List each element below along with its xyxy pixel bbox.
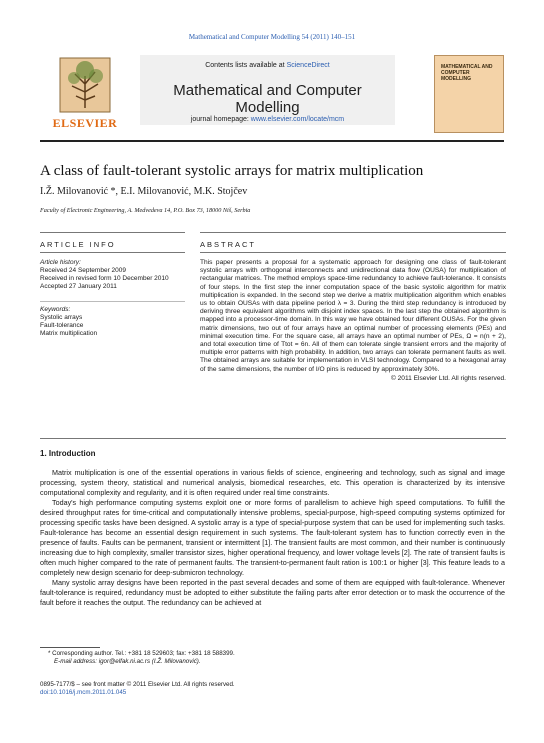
intro-paragraph: Many systolic array designs have been reported in the past several decades and some of them are equipped with fault-tolerance. Whenever fault-tolerance is required, redundancy must be adopted to either substitute the failing parts after error detection or to mask the occurrence of the fault before it reaches the output. The redundancy can be achieved at	[40, 578, 505, 607]
accepted-date: Accepted 27 January 2011	[40, 283, 117, 290]
article-authors: I.Ž. Milovanović *, E.I. Milovanović, M.K. Stojčev	[40, 186, 248, 197]
abstract-text: This paper presents a proposal for a systematic approach for designing one class of fault-tolerant systolic arrays with orthogonal interconnects and unidirectional data flow (OUSA) for multiplication of rectangular matrices. The method employs space-time redundancy to achieve fault-tolerance. It consists of four steps. In the first step the inner computation space of the basic systolic algorithm for matrix multiplication is expanded. In the second step we derive a matrix multiplication algorithm which enables us to obtain OUSAs with data pipeline period λ = 3. During the third step redundancy is introduced by deriving three equivalent algorithms with disjoint index spaces. In the last step the obtained algorithm is mapped into a processor-time domain. In this way we have obtained four different OUSAs. For the given matrix dimensions, two out of four arrays have an optimal number of processing elements (PEs) and minimal execution time. For the square case, all arrays have an optimal number of PEs, Ω = n(n + 2), and total execution time of Ttot = 6n. All of them can tolerate single transient errors and the majority of multiple error patterns with high probability. In addition, two arrays can tolerate permanent faults as well. The obtained arrays are suitable for implementation in VLSI technology. Compared to a hexagonal array of the same dimensions, the number of I/O pins is reduced by approximately 30%.	[200, 259, 506, 373]
journal-cover-image	[434, 55, 504, 133]
info-divider	[40, 301, 185, 302]
affiliation: Faculty of Electronic Engineering, A. Medvedeva 14, P.O. Box 73, 18000 Niš, Serbia	[40, 207, 251, 214]
abstract-copyright: © 2011 Elsevier Ltd. All rights reserved.	[390, 374, 506, 382]
received-date: Received 24 September 2009	[40, 267, 127, 274]
cover-title: MATHEMATICAL AND COMPUTER MODELLING	[441, 64, 493, 82]
author-email[interactable]: E-mail address: igor@elfak.ni.ac.rs (I.Ž. Milovanović).	[54, 658, 201, 665]
keywords-block	[40, 306, 190, 338]
abstract-heading: ABSTRACT	[200, 240, 257, 249]
publisher-name: ELSEVIER	[52, 116, 118, 130]
info-top-rule	[40, 232, 185, 233]
homepage-link[interactable]: www.elsevier.com/locate/mcm	[250, 116, 345, 123]
journal-title: Mathematical and Computer Modelling	[173, 82, 362, 116]
journal-citation[interactable]: Mathematical and Computer Modelling 54 (2011) 140–151	[188, 33, 356, 41]
corresponding-author-note: * Corresponding author. Tel.: +381 18 529603; fax: +381 18 588399.	[48, 650, 235, 657]
abstract-body	[200, 259, 506, 383]
abstract-top-rule	[200, 232, 506, 233]
contents-prefix: Contents lists available at	[205, 62, 287, 69]
keywords-label: Keywords:	[40, 306, 71, 313]
article-history	[40, 259, 190, 291]
introduction-body	[40, 468, 505, 608]
article-title: A class of fault-tolerant systolic arrays for matrix multiplication	[40, 163, 424, 179]
abstract-bottom-rule	[40, 438, 506, 439]
footnote-rule	[40, 647, 100, 648]
keyword-item: Fault-tolerance	[40, 322, 84, 329]
doi-link[interactable]: doi:10.1016/j.mcm.2011.01.045	[40, 689, 127, 696]
intro-paragraph: Matrix multiplication is one of the essential operations in various fields of science, engineering and technology, such as signal and image processing, system theory, statistical and numerical analysis, biomedical researches, etc. This operation is characterized by its intensive computational complexity and regularity, and it is often required under real time constraints.	[40, 468, 505, 497]
history-label: Article history:	[40, 259, 81, 266]
section-heading-introduction: 1. Introduction	[40, 449, 96, 458]
homepage-line	[140, 116, 395, 123]
homepage-prefix: journal homepage:	[190, 116, 251, 123]
sciencedirect-link[interactable]: ScienceDirect	[286, 62, 330, 69]
keyword-item: Matrix multiplication	[40, 330, 98, 337]
revised-date: Received in revised form 10 December 2010	[40, 275, 169, 282]
contents-line	[140, 62, 395, 69]
info-header-rule	[40, 252, 185, 253]
issn-line: 0895-7177/$ – see front matter © 2011 Elsevier Ltd. All rights reserved.	[40, 681, 235, 688]
header-rule	[40, 140, 504, 142]
footnote	[40, 650, 505, 666]
article-meta	[40, 681, 505, 697]
intro-paragraph: Today's high performance computing systems exploit one or more forms of parallelism to achieve high speed computations. To fulfill the desired throughput rates for time-critical and computationally intensive problems, special-purpose, high-speed computing systems optimized for processing specific tasks have been designed. A systolic array is a type of special-purpose system that can be used for implementing such tasks. Fault-tolerance has become an essential design requirement in such systems. The fault-tolerant system has to function correctly even in the presence of faults. Faults can be permanent, transient or intermittent [1]. The transient faults are most common, and their number is continuously increasing due to high complexity, smaller transistor sizes, higher operational frequency, and lower voltage levels [2]. The rate of transient faults is often much higher compared to the rate of permanent faults. The transient-to-permanent fault ration is 100:1 or higher [3]. This feature leads to a completely new design scenario for deep-submicron technology.	[40, 498, 505, 577]
keyword-item: Systolic arrays	[40, 314, 83, 321]
abstract-header-rule	[200, 252, 506, 253]
article-info-heading: ARTICLE INFO	[40, 240, 116, 249]
